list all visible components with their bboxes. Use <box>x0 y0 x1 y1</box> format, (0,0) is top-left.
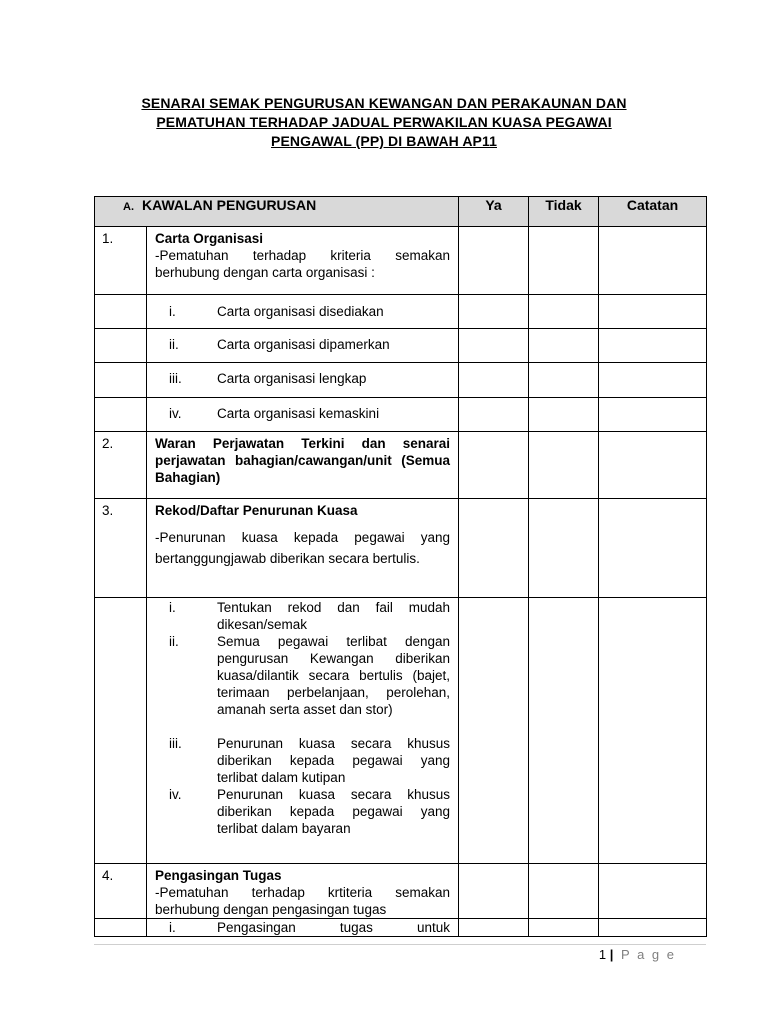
sub-item: iv. Carta organisasi kemaskini <box>169 406 380 421</box>
table-row <box>95 598 707 864</box>
title-line-2: PEMATUHAN TERHADAP JADUAL PERWAKILAN KUASA PEGAWAI <box>156 114 612 130</box>
tidak-cell[interactable] <box>529 919 599 937</box>
ya-cell[interactable] <box>459 499 529 598</box>
sub-item: iv. Penurunan kuasa secara khusus diberikan kepada pegawai yang terlibat dalam bayaran <box>169 787 451 836</box>
column-catatan: Catatan <box>599 197 707 227</box>
sub-item: iii. Carta organisasi lengkap <box>169 371 367 386</box>
catatan-cell[interactable] <box>599 919 707 937</box>
ya-cell[interactable] <box>459 919 529 937</box>
ya-cell[interactable] <box>459 432 529 499</box>
catatan-cell[interactable] <box>599 295 707 329</box>
item-number: 2. <box>95 432 147 499</box>
ya-cell[interactable] <box>459 864 529 919</box>
item-heading: Waran Perjawatan Terkini dan senarai perjawatan bahagian/cawangan/unit (Semua Bahagian) <box>155 436 451 485</box>
catatan-cell[interactable] <box>599 398 707 432</box>
document-title <box>100 94 668 151</box>
footer-divider <box>94 944 706 945</box>
table-row <box>95 329 707 363</box>
section-header <box>95 197 459 227</box>
sub-item: ii. Carta organisasi dipamerkan <box>169 337 390 352</box>
table-row <box>95 295 707 329</box>
item-number: 3. <box>95 499 147 598</box>
ya-cell[interactable] <box>459 363 529 398</box>
table-row <box>95 499 707 598</box>
sub-item: i. Tentukan rekod dan fail mudah dikesan/semak <box>169 600 451 632</box>
catatan-cell[interactable] <box>599 363 707 398</box>
section-title: KAWALAN PENGURUSAN <box>142 197 317 213</box>
sub-item: iii. Penurunan kuasa secara khusus diberikan kepada pegawai yang terlibat dalam kutipan <box>169 736 451 785</box>
ya-cell[interactable] <box>459 295 529 329</box>
ya-cell[interactable] <box>459 329 529 363</box>
ya-cell[interactable] <box>459 227 529 295</box>
page-label: P a g e <box>621 947 676 962</box>
sub-item: ii. Semua pegawai terlibat dengan pengurusan Kewangan diberikan kuasa/dilantik secara bertulis (bajet, terimaan perbelanjaan, perolehan, amanah serta asset dan stor) <box>169 634 451 717</box>
table-row <box>95 227 707 295</box>
table-row <box>95 864 707 919</box>
ya-cell[interactable] <box>459 598 529 864</box>
page-number: 1 <box>598 947 607 962</box>
item-text: -Pematuhan terhadap krtiteria semakan berhubung dengan pengasingan tugas <box>155 885 451 917</box>
catatan-cell[interactable] <box>599 499 707 598</box>
catatan-cell[interactable] <box>599 432 707 499</box>
checklist-table <box>94 196 707 937</box>
table-row <box>95 398 707 432</box>
item-heading: Carta Organisasi <box>155 231 264 246</box>
section-letter: A. <box>123 201 134 213</box>
catatan-cell[interactable] <box>599 227 707 295</box>
catatan-cell[interactable] <box>599 864 707 919</box>
title-line-3: PENGAWAL (PP) DI BAWAH AP11 <box>271 133 497 149</box>
title-line-1: SENARAI SEMAK PENGURUSAN KEWANGAN DAN PERAKAUNAN DAN <box>141 95 627 111</box>
tidak-cell[interactable] <box>529 864 599 919</box>
item-text: -Pematuhan terhadap kriteria semakan berhubung dengan carta organisasi : <box>155 248 451 280</box>
catatan-cell[interactable] <box>599 329 707 363</box>
tidak-cell[interactable] <box>529 398 599 432</box>
column-tidak: Tidak <box>529 197 599 227</box>
table-row <box>95 363 707 398</box>
ya-cell[interactable] <box>459 398 529 432</box>
tidak-cell[interactable] <box>529 329 599 363</box>
tidak-cell[interactable] <box>529 499 599 598</box>
item-number: 4. <box>95 864 147 919</box>
table-row <box>95 919 707 937</box>
item-number: 1. <box>95 227 147 295</box>
catatan-cell[interactable] <box>599 598 707 864</box>
sub-item: i. Carta organisasi disediakan <box>169 304 384 319</box>
tidak-cell[interactable] <box>529 598 599 864</box>
item-text: -Penurunan kuasa kepada pegawai yang bertanggungjawab diberikan secara bertulis. <box>155 530 451 566</box>
page-footer <box>599 947 676 962</box>
column-ya: Ya <box>459 197 529 227</box>
sub-item: i. Pengasingan tugas untuk <box>169 920 451 935</box>
tidak-cell[interactable] <box>529 363 599 398</box>
tidak-cell[interactable] <box>529 295 599 329</box>
item-heading: Pengasingan Tugas <box>155 868 282 883</box>
table-row <box>95 432 707 499</box>
tidak-cell[interactable] <box>529 432 599 499</box>
item-heading: Rekod/Daftar Penurunan Kuasa <box>155 503 358 518</box>
table-header-row <box>95 197 707 227</box>
footer-separator: | <box>609 947 614 962</box>
tidak-cell[interactable] <box>529 227 599 295</box>
